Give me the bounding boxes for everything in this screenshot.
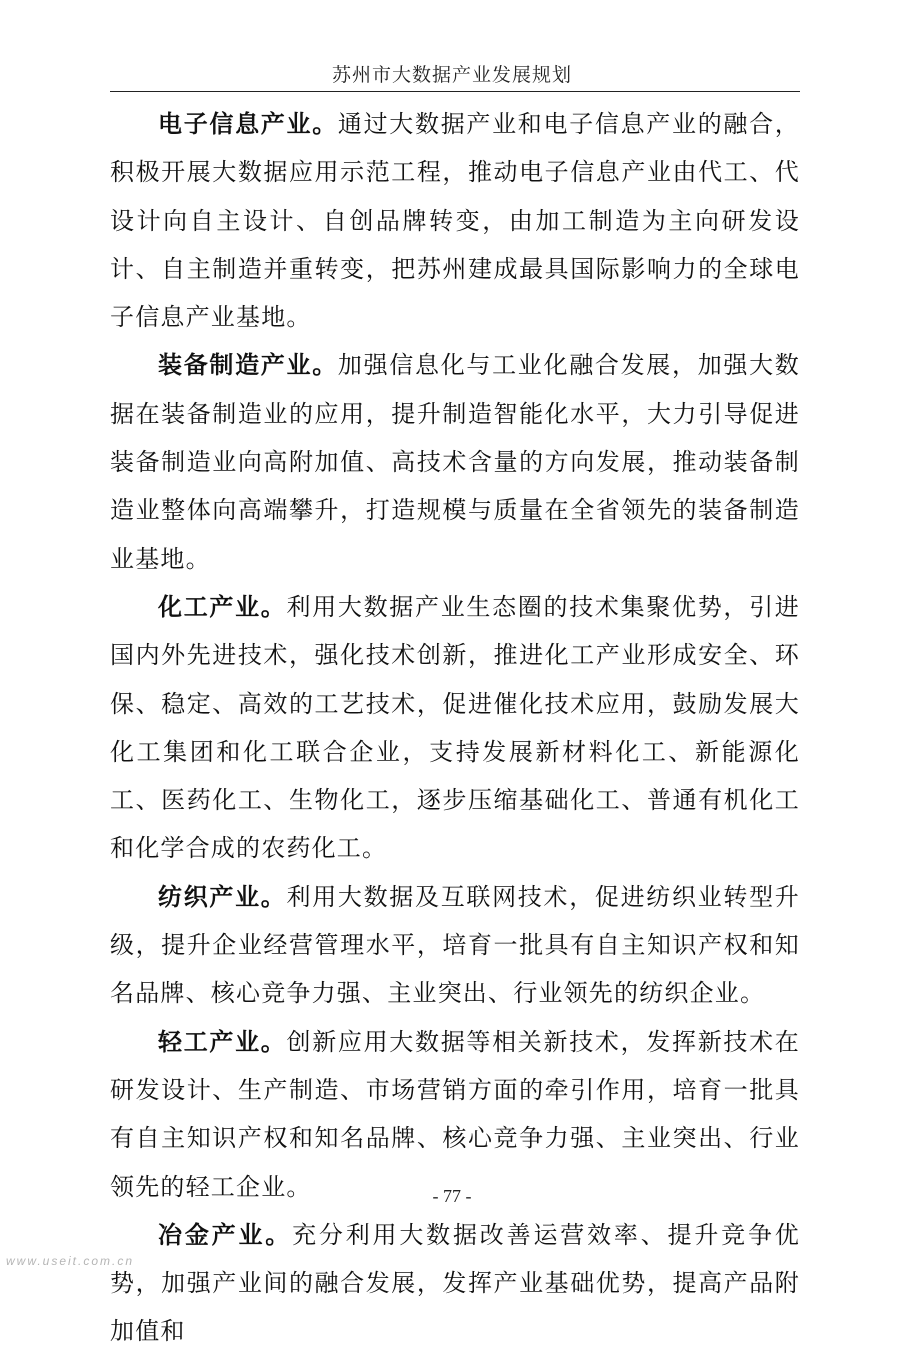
paragraph-heading: 冶金产业。 xyxy=(158,1220,293,1249)
watermark-text: www.useit.com.cn xyxy=(6,1254,135,1268)
paragraph-heading: 轻工产业。 xyxy=(158,1027,287,1056)
paragraph-chemical-industry xyxy=(110,583,800,873)
document-body xyxy=(110,100,800,1356)
paragraph-heading: 电子信息产业。 xyxy=(158,110,338,138)
page-number: - 77 - xyxy=(432,1186,472,1206)
paragraph-text: 创新应用大数据等相关新技术，发挥新技术在研发设计、生产制造、市场营销方面的牵引作用，培育一批具有自主知识产权和知名品牌、核心竞争力强、主业突出、行业领先的轻工企业。 xyxy=(110,1027,800,1201)
paragraph-heading: 装备制造产业。 xyxy=(158,351,338,380)
paragraph-text: 利用大数据及互联网技术，促进纺织业转型升级，提升企业经营管理水平，培育一批具有自主知识产权和知名品牌、核心竞争力强、主业突出、行业领先的纺织企业。 xyxy=(110,882,800,1008)
paragraph-text: 加强信息化与工业化融合发展，加强大数据在装备制造业的应用，提升制造智能化水平，大力引导促进装备制造业向高附加值、高技术含量的方向发展，推动装备制造业整体向高端攀升，打造规模与质量在全省领先的装备制造业基地。 xyxy=(110,351,800,573)
paragraph-textile-industry xyxy=(110,873,800,1018)
paragraph-equipment-manufacturing xyxy=(110,341,800,582)
paragraph-text: 利用大数据产业生态圈的技术集聚优势，引进国内外先进技术，强化技术创新，推进化工产业形成安全、环保、稳定、高效的工艺技术，促进催化技术应用，鼓励发展大化工集团和化工联合企业，支持发展新材料化工、新能源化工、医药化工、生物化工，逐步压缩基础化工、普通有机化工和化学合成的农药化工。 xyxy=(110,592,800,863)
paragraph-text: 通过大数据产业和电子信息产业的融合，积极开展大数据应用示范工程，推动电子信息产业由代工、代设计向自主设计、自创品牌转变，由加工制造为主向研发设计、自主制造并重转变，把苏州建成最具国际影响力的全球电子信息产业基地。 xyxy=(110,110,800,332)
paragraph-heading: 化工产业。 xyxy=(158,592,287,621)
page-header-title: 苏州市大数据产业发展规划 xyxy=(331,64,572,86)
paragraph-electronic-information xyxy=(110,100,800,341)
header-divider xyxy=(110,91,800,92)
paragraph-text: 充分利用大数据改善运营效率、提升竞争优势，加强产业间的融合发展，发挥产业基础优势，提高产品附加值和 xyxy=(110,1220,800,1346)
paragraph-light-industry xyxy=(110,1018,800,1211)
paragraph-heading: 纺织产业。 xyxy=(158,882,287,911)
paragraph-metallurgy-industry xyxy=(110,1211,800,1356)
